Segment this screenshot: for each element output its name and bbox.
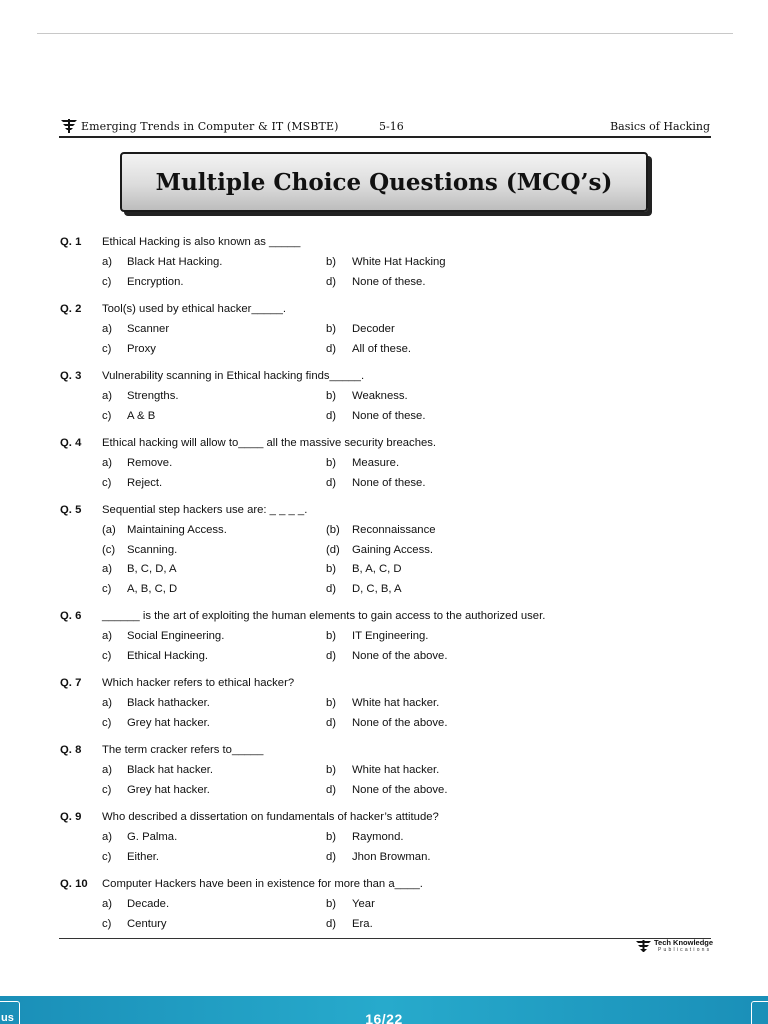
option-text: Jhon Browman. — [352, 850, 431, 863]
option-row — [102, 716, 722, 730]
option-row — [102, 897, 722, 911]
section-title: Multiple Choice Questions (MCQ’s) — [155, 168, 613, 196]
question-text: Which hacker refers to ethical hacker? — [102, 677, 295, 689]
option-text: Measure. — [352, 457, 400, 469]
option-label: b) — [326, 256, 337, 268]
option-row — [102, 850, 722, 864]
option-label: c) — [102, 917, 112, 930]
question-text: Who described a dissertation on fundamentals of hacker’s attitude? — [102, 811, 439, 823]
option-row — [102, 696, 722, 710]
question-number: Q. 1 — [60, 236, 82, 248]
option-label: a) — [102, 630, 113, 642]
option-text: Black hathacker. — [127, 697, 210, 709]
option-text: Grey hat hacker. — [127, 783, 210, 796]
question-number: Q. 8 — [60, 744, 82, 756]
option-label: a) — [102, 256, 113, 268]
option-row — [102, 322, 722, 336]
option-row — [102, 783, 722, 797]
option-text: B, C, D, A — [127, 563, 177, 576]
option-label: c) — [102, 342, 112, 355]
option-text: Social Engineering. — [127, 630, 225, 642]
question-number: Q. 4 — [60, 437, 82, 449]
page-header — [60, 118, 710, 136]
chapter-title: Basics of Hacking — [610, 120, 710, 133]
option-text: G. Palma. — [127, 831, 178, 843]
footer-logo — [636, 939, 712, 955]
option-row — [102, 763, 722, 777]
option-row — [102, 523, 722, 537]
option-text: Decade. — [127, 898, 170, 910]
option-text: Year — [352, 898, 375, 910]
page-number: 5-16 — [379, 120, 404, 133]
option-label: d) — [326, 409, 337, 422]
footer-logo-text: Tech Knowledge — [654, 938, 714, 947]
option-label: b) — [326, 831, 337, 843]
question-number: Q. 7 — [60, 677, 82, 689]
question-text: Ethical Hacking is also known as _____ — [102, 236, 301, 248]
option-text: Era. — [352, 917, 373, 930]
option-label: b) — [326, 898, 337, 910]
option-row — [102, 409, 722, 423]
option-text: A, B, C, D — [127, 582, 178, 595]
option-label: a) — [102, 563, 113, 576]
option-text: White hat hacker. — [352, 697, 440, 709]
option-text: Century — [127, 917, 167, 930]
option-label: (b) — [326, 524, 340, 536]
option-text: Scanner — [127, 323, 170, 335]
option-text: Proxy — [127, 342, 156, 355]
option-label: c) — [102, 716, 112, 729]
option-label: (c) — [102, 543, 116, 556]
option-label: a) — [102, 831, 113, 843]
question-text: Computer Hackers have been in existence for more than a____. — [102, 878, 423, 890]
option-label: d) — [326, 582, 337, 595]
viewer-toolbar — [0, 996, 768, 1024]
option-text: All of these. — [352, 342, 412, 355]
option-text: Remove. — [127, 457, 173, 469]
option-text: Ethical Hacking. — [127, 649, 208, 662]
option-label: a) — [102, 764, 113, 776]
option-row — [102, 476, 722, 490]
top-divider — [37, 33, 733, 34]
question-number: Q. 10 — [60, 878, 88, 890]
option-text: Decoder — [352, 323, 395, 335]
page-counter: 16/22 — [365, 1011, 403, 1024]
previous-button-label: us — [1, 1012, 14, 1024]
option-label: a) — [102, 697, 113, 709]
option-label: b) — [326, 764, 337, 776]
option-label: (d) — [326, 543, 340, 556]
option-text: None of these. — [352, 275, 426, 288]
option-text: Gaining Access. — [352, 543, 434, 556]
option-label: c) — [102, 275, 112, 288]
option-label: d) — [326, 716, 337, 729]
option-label: c) — [102, 783, 112, 796]
option-text: Reconnaissance — [352, 524, 436, 536]
option-row — [102, 629, 722, 643]
publisher-logo-icon — [60, 118, 78, 134]
option-text: White Hat Hacking — [352, 256, 446, 268]
question-text: Vulnerability scanning in Ethical hacking finds_____. — [102, 370, 365, 382]
option-row — [102, 275, 722, 289]
publisher-logo-icon — [636, 939, 651, 953]
option-label: c) — [102, 582, 112, 595]
option-label: b) — [326, 563, 337, 576]
option-text: None of the above. — [352, 649, 448, 662]
option-text: Grey hat hacker. — [127, 716, 210, 729]
option-label: b) — [326, 697, 337, 709]
option-text: None of these. — [352, 409, 426, 422]
question-number: Q. 6 — [60, 610, 82, 622]
book-title: Emerging Trends in Computer & IT (MSBTE) — [81, 120, 339, 133]
option-text: Encryption. — [127, 275, 184, 288]
option-text: B, A, C, D — [352, 563, 402, 576]
option-label: d) — [326, 917, 337, 930]
option-text: Either. — [127, 850, 160, 863]
option-text: Reject. — [127, 476, 163, 489]
option-label: d) — [326, 649, 337, 662]
option-label: b) — [326, 390, 337, 402]
option-text: IT Engineering. — [352, 630, 429, 642]
option-label: c) — [102, 850, 112, 863]
option-label: b) — [326, 457, 337, 469]
option-text: Weakness. — [352, 390, 408, 402]
option-label: b) — [326, 323, 337, 335]
option-row — [102, 456, 722, 470]
option-text: None of the above. — [352, 716, 448, 729]
option-text: Black Hat Hacking. — [127, 256, 223, 268]
option-label: b) — [326, 630, 337, 642]
option-row — [102, 543, 722, 557]
question-number: Q. 2 — [60, 303, 82, 315]
question-text: ______ is the art of exploiting the human elements to gain access to the authorized user. — [102, 610, 546, 622]
option-label: a) — [102, 457, 113, 469]
option-text: Strengths. — [127, 390, 179, 402]
option-label: a) — [102, 323, 113, 335]
question-number: Q. 5 — [60, 504, 82, 516]
question-text: Sequential step hackers use are: _ _ _ _. — [102, 504, 308, 516]
option-row — [102, 342, 722, 356]
option-row — [102, 562, 722, 576]
option-label: d) — [326, 850, 337, 863]
option-text: Raymond. — [352, 831, 404, 843]
option-row — [102, 917, 722, 931]
option-text: None of these. — [352, 476, 426, 489]
question-text: Tool(s) used by ethical hacker_____. — [102, 303, 286, 315]
option-row — [102, 649, 722, 663]
option-text: White hat hacker. — [352, 764, 440, 776]
option-text: Scanning. — [127, 543, 178, 556]
option-label: (a) — [102, 524, 116, 536]
option-label: d) — [326, 342, 337, 355]
option-row — [102, 255, 722, 269]
option-label: d) — [326, 275, 337, 288]
option-label: c) — [102, 649, 112, 662]
option-label: c) — [102, 476, 112, 489]
option-label: d) — [326, 476, 337, 489]
option-row — [102, 389, 722, 403]
question-text: Ethical hacking will allow to____ all the massive security breaches. — [102, 437, 437, 449]
option-label: a) — [102, 390, 113, 402]
header-divider — [59, 136, 711, 138]
footer-logo-subtext: Publications — [658, 947, 712, 953]
question-text: The term cracker refers to_____ — [102, 744, 264, 756]
option-row — [102, 830, 722, 844]
option-row — [102, 582, 722, 596]
option-text: D, C, B, A — [352, 582, 402, 595]
next-button[interactable] — [751, 1001, 768, 1024]
option-text: A & B — [127, 409, 156, 422]
option-text: Maintaining Access. — [127, 524, 227, 536]
question-number: Q. 3 — [60, 370, 82, 382]
option-text: Black hat hacker. — [127, 764, 214, 776]
option-label: c) — [102, 409, 112, 422]
footer-divider — [59, 938, 711, 939]
section-title-box — [120, 152, 648, 212]
option-label: a) — [102, 898, 113, 910]
question-number: Q. 9 — [60, 811, 82, 823]
option-label: d) — [326, 783, 337, 796]
option-text: None of the above. — [352, 783, 448, 796]
